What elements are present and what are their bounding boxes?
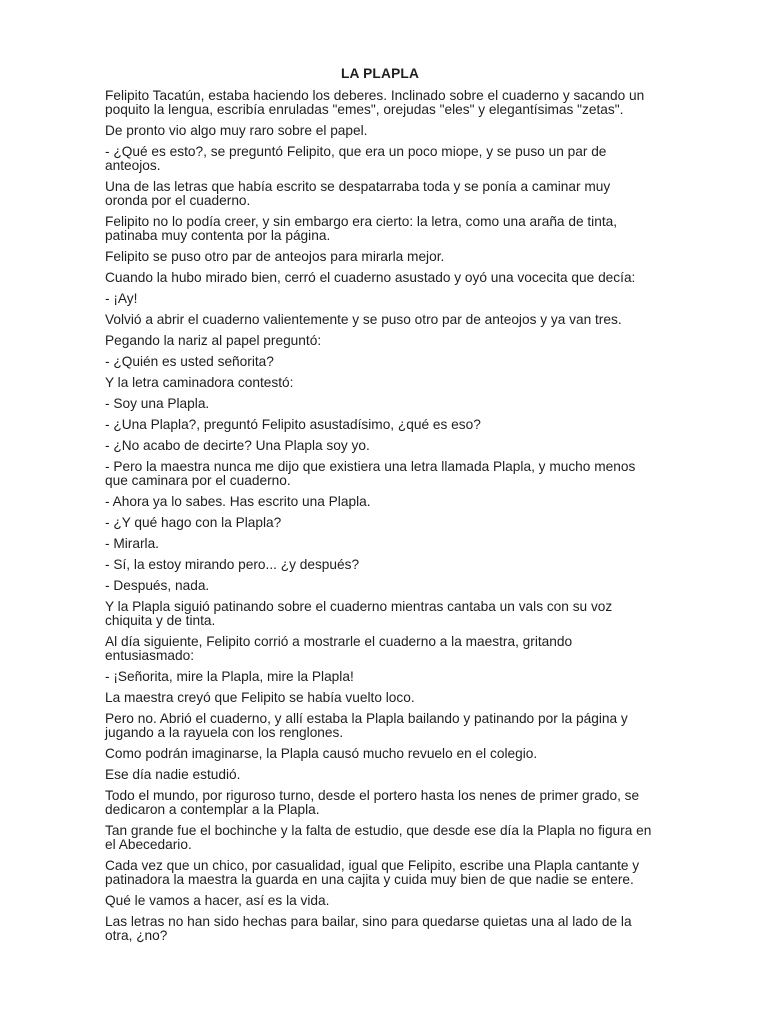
paragraph: Las letras no han sido hechas para bailar, sino para quedarse quietas una al lado de la otra, ¿no?: [105, 914, 632, 943]
paragraph: Felipito Tacatún, estaba haciendo los deberes. Inclinado sobre el cuaderno y sacando un poquito la lengua, escribía enruladas "emes", orejudas "eles" y elegantísimas "zetas".: [105, 88, 645, 117]
paragraph: - ¿Y qué hago con la Plapla?: [105, 515, 282, 530]
paragraph: Todo el mundo, por riguroso turno, desde el portero hasta los nenes de primer grado, se dedicaron a contemplar a la Plapla.: [105, 788, 640, 817]
paragraph: - ¡Señorita, mire la Plapla, mire la Plapla!: [105, 669, 354, 684]
paragraph: - ¿Qué es esto?, se preguntó Felipito, que era un poco miope, y se puso un par de anteojos.: [105, 144, 607, 173]
paragraph: Pegando la nariz al papel preguntó:: [105, 333, 322, 348]
paragraph: - ¿Quién es usted señorita?: [105, 354, 274, 369]
paragraph: Qué le vamos a hacer, así es la vida.: [105, 893, 330, 908]
paragraph: Pero no. Abrió el cuaderno, y allí estaba la Plapla bailando y patinando por la página y jugando a la rayuela con los renglones.: [105, 711, 628, 740]
paragraph: Cada vez que un chico, por casualidad, igual que Felipito, escribe una Plapla cantante y patinadora la maestra la guarda en una cajita y cuida muy bien de que nadie se entere.: [105, 858, 640, 887]
paragraph: - Sí, la estoy mirando pero... ¿y después?: [105, 557, 360, 572]
paragraph: Volvió a abrir el cuaderno valientemente y se puso otro par de anteojos y ya van tres.: [105, 312, 622, 327]
page-title: LA PLAPLA: [340, 66, 420, 81]
paragraph: Y la Plapla siguió patinando sobre el cuaderno mientras cantaba un vals con su voz chiquita y de tinta.: [105, 599, 613, 628]
paragraph: - ¡Ay!: [105, 291, 138, 306]
paragraph: - ¿Una Plapla?, preguntó Felipito asustadísimo, ¿qué es eso?: [105, 417, 481, 432]
paragraph: Y la letra caminadora contestó:: [105, 375, 294, 390]
paragraph: - Soy una Plapla.: [105, 396, 210, 411]
paragraph: Al día siguiente, Felipito corrió a mostrarle el cuaderno a la maestra, gritando entusiasmado:: [105, 634, 573, 663]
paragraph: Cuando la hubo mirado bien, cerró el cuaderno asustado y oyó una vocecita que decía:: [105, 270, 636, 285]
paragraph: Ese día nadie estudió.: [105, 767, 241, 782]
paragraph: Como podrán imaginarse, la Plapla causó mucho revuelo en el colegio.: [105, 746, 538, 761]
paragraph: Felipito no lo podía creer, y sin embargo era cierto: la letra, como una araña de tinta, patinaba muy contenta por la página.: [105, 214, 618, 243]
paragraph: La maestra creyó que Felipito se había vuelto loco.: [105, 690, 415, 705]
paragraph: De pronto vio algo muy raro sobre el papel.: [105, 123, 368, 138]
paragraph: Una de las letras que había escrito se despatarraba toda y se ponía a caminar muy oronda por el cuaderno.: [105, 179, 611, 208]
paragraph: - Pero la maestra nunca me dijo que existiera una letra llamada Plapla, y mucho menos que caminara por el cuaderno.: [105, 459, 636, 488]
paragraph: Felipito se puso otro par de anteojos para mirarla mejor.: [105, 249, 445, 264]
paragraph: Tan grande fue el bochinche y la falta de estudio, que desde ese día la Plapla no figura en el Abecedario.: [105, 823, 652, 852]
paragraph: - ¿No acabo de decirte? Una Plapla soy yo.: [105, 438, 370, 453]
paragraph: - Mirarla.: [105, 536, 159, 551]
paragraph: - Después, nada.: [105, 578, 210, 593]
paragraph: - Ahora ya lo sabes. Has escrito una Plapla.: [105, 494, 371, 509]
